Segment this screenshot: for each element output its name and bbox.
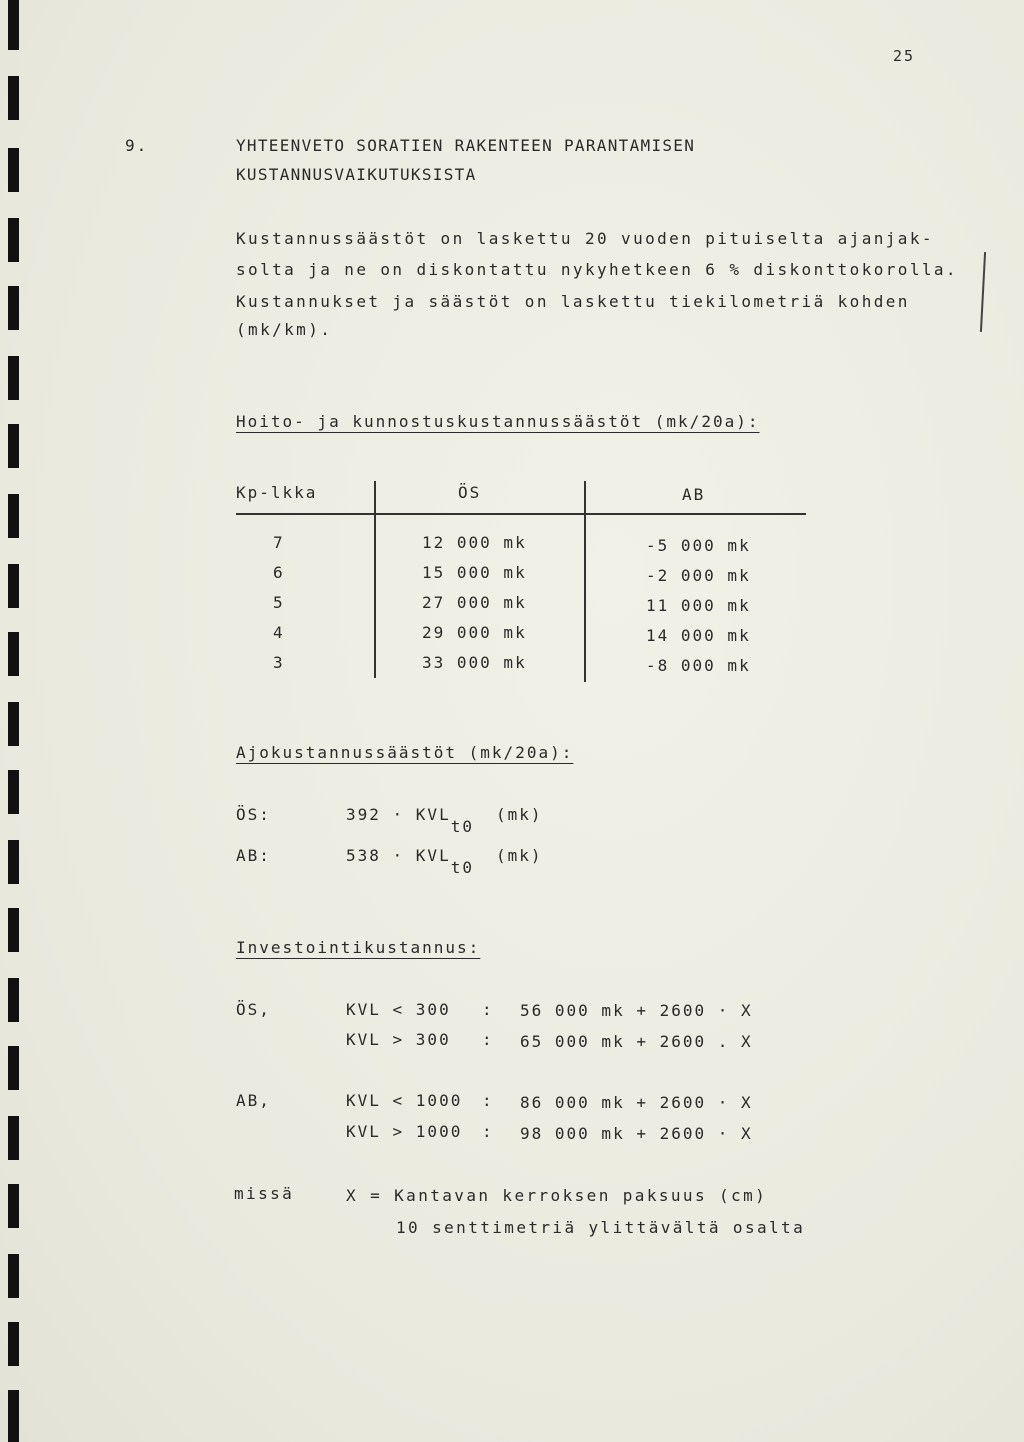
- table-header-os: ÖS: [458, 483, 482, 502]
- table-cell-ab: -2 000 mk: [646, 566, 751, 585]
- investment-separator: :: [482, 1000, 494, 1019]
- table-header-class: Kp-lkka: [236, 483, 318, 502]
- maintenance-heading: Hoito- ja kunnostuskustannussäästöt (mk/20a):: [236, 412, 760, 431]
- investment-formula: 65 000 mk + 2600 . X: [520, 1032, 753, 1051]
- investment-group-label: AB,: [236, 1091, 271, 1110]
- investment-separator: :: [482, 1122, 494, 1141]
- table-divider: [374, 481, 376, 678]
- footnote-line2: 10 senttimetriä ylittävältä osalta: [396, 1218, 806, 1237]
- page-number: 25: [893, 47, 916, 65]
- investment-condition: KVL < 1000: [346, 1091, 463, 1110]
- investment-group-label: ÖS,: [236, 1000, 271, 1019]
- investment-heading: Investointikustannus:: [236, 938, 481, 957]
- section-title-line2: KUSTANNUSVAIKUTUKSISTA: [236, 165, 477, 184]
- investment-formula: 56 000 mk + 2600 · X: [520, 1001, 753, 1020]
- intro-line: (mk/km).: [236, 320, 333, 339]
- table-cell-class: 5: [273, 593, 285, 612]
- table-cell-ab: -5 000 mk: [646, 536, 751, 555]
- intro-line: solta ja ne on diskontattu nykyhetkeen 6 % diskonttokorolla.: [236, 260, 958, 279]
- intro-line: Kustannussäästöt on laskettu 20 vuoden pituiselta ajanjak-: [236, 229, 934, 248]
- driving-unit: (mk): [496, 805, 543, 824]
- table-cell-os: 15 000 mk: [422, 563, 527, 582]
- table-cell-class: 3: [273, 653, 285, 672]
- driving-formula: 538 · KVLt0: [346, 846, 474, 877]
- table-cell-os: 27 000 mk: [422, 593, 527, 612]
- investment-condition: KVL < 300: [346, 1000, 451, 1019]
- footnote-line1: X = Kantavan kerroksen paksuus (cm): [346, 1186, 768, 1205]
- margin-mark: [980, 252, 986, 332]
- investment-condition: KVL > 300: [346, 1030, 451, 1049]
- intro-line: Kustannukset ja säästöt on laskettu tiekilometriä kohden: [236, 292, 910, 311]
- investment-separator: :: [482, 1091, 494, 1110]
- driving-label: AB:: [236, 846, 271, 865]
- table-header-ab: AB: [682, 485, 706, 504]
- investment-condition: KVL > 1000: [346, 1122, 463, 1141]
- table-cell-os: 12 000 mk: [422, 533, 527, 552]
- table-cell-ab: 11 000 mk: [646, 596, 751, 615]
- section-title-line1: YHTEENVETO SORATIEN RAKENTEEN PARANTAMISEN: [236, 136, 696, 155]
- investment-separator: :: [482, 1030, 494, 1049]
- table-cell-os: 29 000 mk: [422, 623, 527, 642]
- table-divider: [584, 481, 586, 682]
- driving-formula: 392 · KVLt0: [346, 805, 474, 836]
- driving-label: ÖS:: [236, 805, 271, 824]
- table-cell-ab: 14 000 mk: [646, 626, 751, 645]
- table-cell-os: 33 000 mk: [422, 653, 527, 672]
- section-number: 9.: [125, 136, 149, 155]
- table-cell-ab: -8 000 mk: [646, 656, 751, 675]
- table-header-rule: [236, 513, 806, 515]
- table-cell-class: 4: [273, 623, 285, 642]
- driving-heading: Ajokustannussäästöt (mk/20a):: [236, 743, 574, 762]
- table-cell-class: 6: [273, 563, 285, 582]
- footnote-label: missä: [234, 1184, 295, 1203]
- driving-unit: (mk): [496, 846, 543, 865]
- binding-holes: [8, 0, 22, 1442]
- table-cell-class: 7: [273, 533, 285, 552]
- investment-formula: 86 000 mk + 2600 · X: [520, 1093, 753, 1112]
- investment-formula: 98 000 mk + 2600 · X: [520, 1124, 753, 1143]
